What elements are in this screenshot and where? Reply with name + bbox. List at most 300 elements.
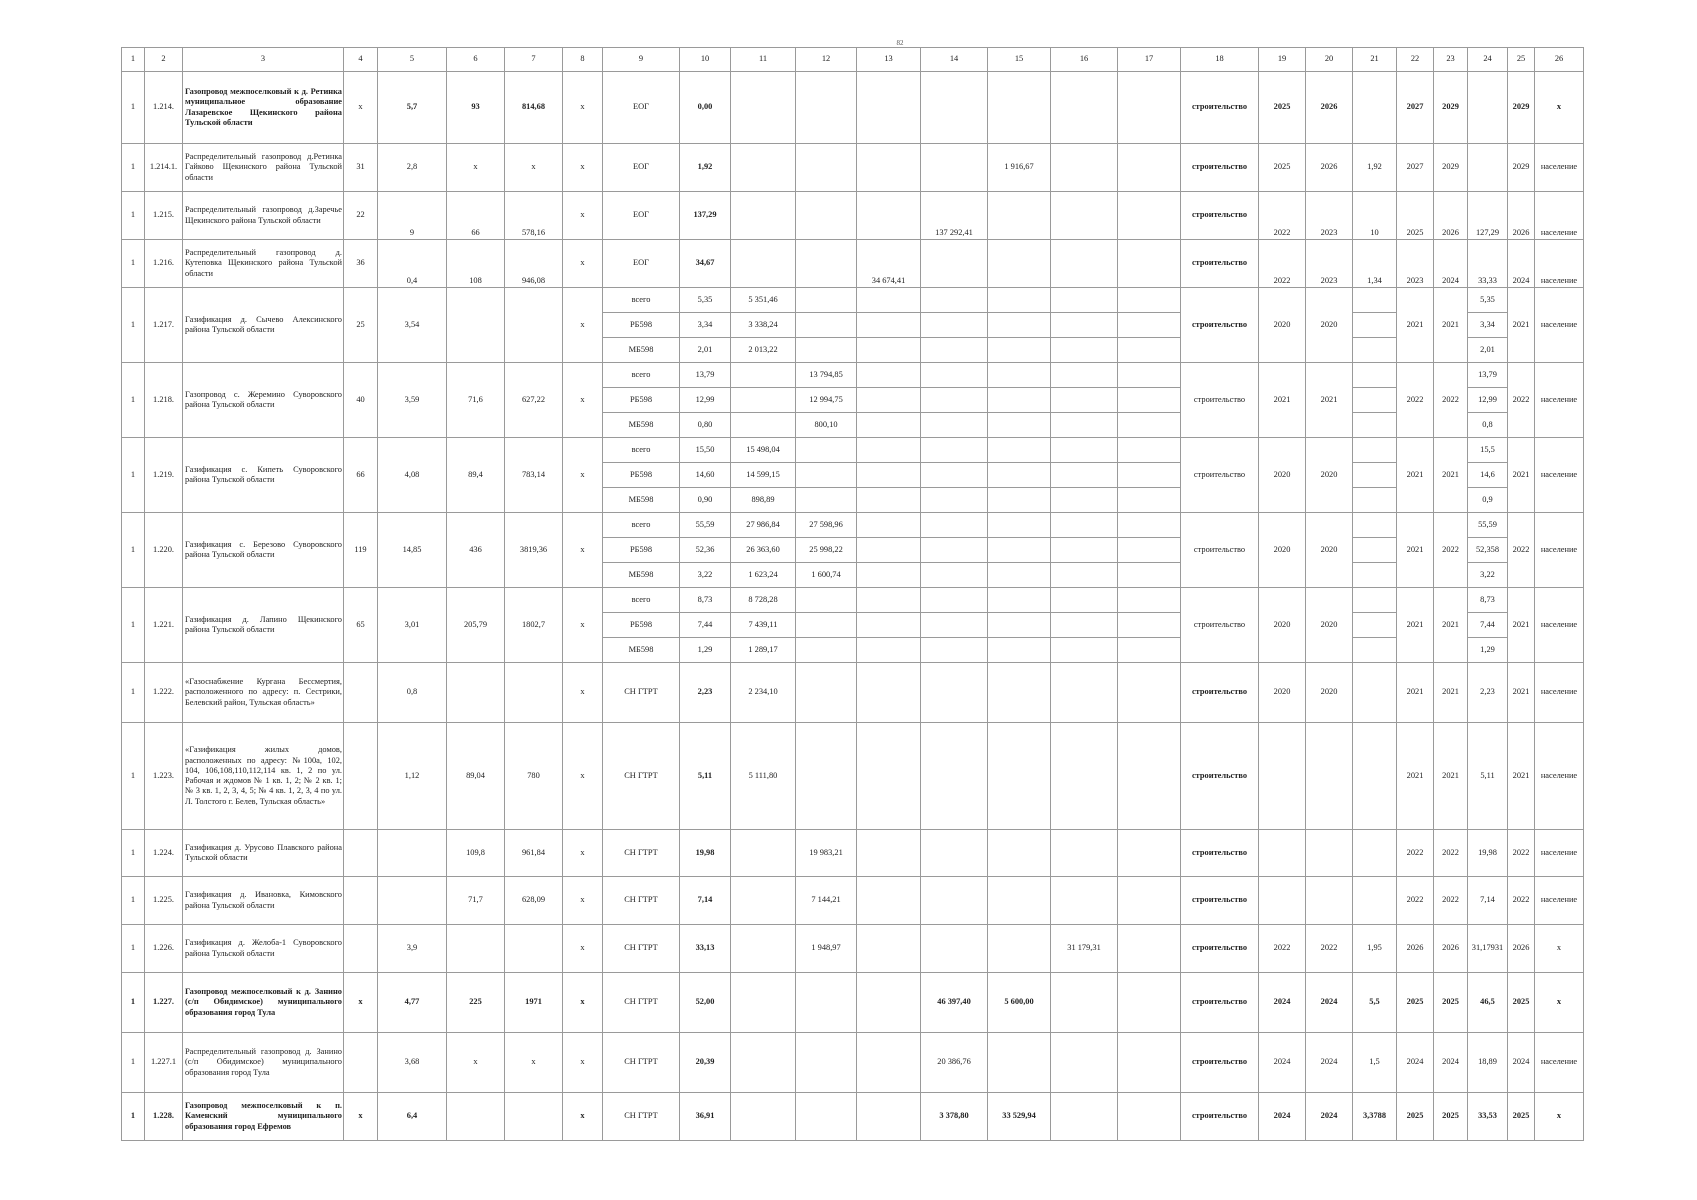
cell: [921, 288, 988, 313]
cell: х: [1535, 1093, 1584, 1141]
cell: 2022: [1434, 513, 1468, 588]
cell: 1 600,74: [796, 563, 857, 588]
cell: [857, 463, 921, 488]
cell: 1 289,17: [731, 638, 796, 663]
cell: 2021: [1508, 288, 1535, 363]
cell: [1118, 144, 1181, 192]
cell: [857, 192, 921, 240]
cell: 2,01: [680, 338, 731, 363]
cell: 2021: [1434, 288, 1468, 363]
cell: [1306, 877, 1353, 925]
cell: 780: [505, 723, 563, 830]
header-cell: 26: [1535, 48, 1584, 72]
cell: 1.217.: [145, 288, 183, 363]
funding-source-cell: МБ598: [603, 488, 680, 513]
cell: строительство: [1181, 830, 1259, 877]
funding-source-cell: МБ598: [603, 638, 680, 663]
cell: СН ГТРТ: [603, 925, 680, 973]
cell: [1353, 723, 1397, 830]
table-row: [122, 513, 1584, 538]
cell: строительство: [1181, 72, 1259, 144]
cell: [857, 723, 921, 830]
cell: 0,8: [1468, 413, 1508, 438]
cell: [447, 288, 505, 363]
funding-source-cell: всего: [603, 588, 680, 613]
cell: строительство: [1181, 240, 1259, 288]
funding-source-cell: РБ598: [603, 388, 680, 413]
cell: х: [563, 363, 603, 438]
cell: 627,22: [505, 363, 563, 438]
header-cell: 25: [1508, 48, 1535, 72]
cell: [1353, 613, 1397, 638]
cell: 1.219.: [145, 438, 183, 513]
cell: население: [1535, 663, 1584, 723]
object-name-cell: Газопровод межпоселковый к д. Занино (с/п Обидимское) муниципального образования город Тула: [183, 973, 344, 1033]
cell: 2029: [1508, 144, 1535, 192]
cell: [1051, 877, 1118, 925]
cell: [988, 877, 1051, 925]
cell: х: [563, 925, 603, 973]
header-cell: 19: [1259, 48, 1306, 72]
cell: 31: [344, 144, 378, 192]
header-cell: 13: [857, 48, 921, 72]
cell: строительство: [1181, 363, 1259, 438]
cell: 19,98: [680, 830, 731, 877]
cell: 1: [122, 663, 145, 723]
cell: 3819,36: [505, 513, 563, 588]
cell: 71,7: [447, 877, 505, 925]
cell: [988, 338, 1051, 363]
cell: 7 144,21: [796, 877, 857, 925]
cell: 13,79: [680, 363, 731, 388]
cell: 2026: [1434, 192, 1468, 240]
cell: 89,4: [447, 438, 505, 513]
cell: [1468, 72, 1508, 144]
cell: 33,53: [1468, 1093, 1508, 1141]
cell: 25: [344, 288, 378, 363]
cell: [921, 638, 988, 663]
funding-source-cell: всего: [603, 288, 680, 313]
cell: 1 916,67: [988, 144, 1051, 192]
cell: [1051, 388, 1118, 413]
cell: х: [563, 1093, 603, 1141]
cell: 34,67: [680, 240, 731, 288]
cell: 12,99: [680, 388, 731, 413]
cell: [1259, 723, 1306, 830]
cell: 2021: [1306, 363, 1353, 438]
cell: [447, 1093, 505, 1141]
cell: 1 948,97: [796, 925, 857, 973]
cell: х: [563, 438, 603, 513]
cell: население: [1535, 830, 1584, 877]
cell: строительство: [1181, 192, 1259, 240]
cell: х: [563, 240, 603, 288]
header-cell: 17: [1118, 48, 1181, 72]
cell: 2021: [1434, 438, 1468, 513]
cell: [505, 663, 563, 723]
cell: [1353, 513, 1397, 538]
cell: СН ГТРТ: [603, 830, 680, 877]
cell: х: [563, 830, 603, 877]
cell: 10: [1353, 192, 1397, 240]
cell: население: [1535, 513, 1584, 588]
cell: [921, 313, 988, 338]
cell: х: [563, 973, 603, 1033]
cell: х: [505, 144, 563, 192]
cell: 20 386,76: [921, 1033, 988, 1093]
cell: 2021: [1397, 288, 1434, 363]
cell: 2,01: [1468, 338, 1508, 363]
cell: 2022: [1434, 877, 1468, 925]
cell: [796, 588, 857, 613]
cell: 119: [344, 513, 378, 588]
cell: [857, 388, 921, 413]
cell: 3,68: [378, 1033, 447, 1093]
cell: 5,35: [1468, 288, 1508, 313]
cell: х: [563, 144, 603, 192]
cell: [988, 240, 1051, 288]
cell: [857, 563, 921, 588]
cell: 2021: [1397, 438, 1434, 513]
cell: [988, 613, 1051, 638]
header-cell: 22: [1397, 48, 1434, 72]
object-name-cell: Газопровод межпоселковый к п. Каменский муниципального образования город Ефремов: [183, 1093, 344, 1141]
cell: 2022: [1306, 925, 1353, 973]
cell: [921, 438, 988, 463]
cell: 31 179,31: [1051, 925, 1118, 973]
cell: 2022: [1508, 830, 1535, 877]
cell: [1468, 144, 1508, 192]
header-cell: 6: [447, 48, 505, 72]
cell: 2022: [1259, 192, 1306, 240]
cell: 898,89: [731, 488, 796, 513]
cell: [1118, 288, 1181, 313]
cell: [731, 144, 796, 192]
cell: строительство: [1181, 438, 1259, 513]
cell: 2021: [1259, 363, 1306, 438]
cell: 2022: [1397, 363, 1434, 438]
table-row: [122, 192, 1584, 240]
cell: 5 351,46: [731, 288, 796, 313]
cell: 33 529,94: [988, 1093, 1051, 1141]
cell: [988, 723, 1051, 830]
header-cell: 20: [1306, 48, 1353, 72]
cell: [1353, 563, 1397, 588]
cell: х: [1535, 973, 1584, 1033]
cell: [796, 973, 857, 1033]
cell: население: [1535, 240, 1584, 288]
cell: [1051, 463, 1118, 488]
header-cell: 5: [378, 48, 447, 72]
cell: 3,01: [378, 588, 447, 663]
cell: 2024: [1508, 240, 1535, 288]
cell: 20,39: [680, 1033, 731, 1093]
cell: х: [344, 973, 378, 1033]
header-cell: 1: [122, 48, 145, 72]
cell: 7 439,11: [731, 613, 796, 638]
cell: 2021: [1397, 663, 1434, 723]
cell: 55,59: [680, 513, 731, 538]
cell: 26 363,60: [731, 538, 796, 563]
cell: 2021: [1508, 723, 1535, 830]
cell: [1118, 338, 1181, 363]
cell: [505, 925, 563, 973]
cell: 8,73: [680, 588, 731, 613]
cell: [1353, 72, 1397, 144]
cell: 2023: [1306, 192, 1353, 240]
cell: [344, 723, 378, 830]
object-name-cell: Газификация с. Кипеть Суворовского района Тульской области: [183, 438, 344, 513]
funding-source-cell: всего: [603, 438, 680, 463]
cell: 2020: [1306, 663, 1353, 723]
cell: [1353, 463, 1397, 488]
cell: [1051, 338, 1118, 363]
cell: [731, 1093, 796, 1141]
cell: 628,09: [505, 877, 563, 925]
cell: [1051, 563, 1118, 588]
cell: [921, 877, 988, 925]
cell: 5,5: [1353, 973, 1397, 1033]
cell: х: [344, 72, 378, 144]
cell: [921, 72, 988, 144]
cell: [378, 830, 447, 877]
cell: 2022: [1397, 877, 1434, 925]
cell: 2 234,10: [731, 663, 796, 723]
cell: [857, 413, 921, 438]
cell: население: [1535, 363, 1584, 438]
cell: [1259, 877, 1306, 925]
cell: [988, 538, 1051, 563]
cell: 46,5: [1468, 973, 1508, 1033]
cell: 2025: [1508, 973, 1535, 1033]
cell: 2022: [1259, 925, 1306, 973]
cell: [1051, 413, 1118, 438]
cell: [988, 925, 1051, 973]
funding-source-cell: РБ598: [603, 463, 680, 488]
cell: СН ГТРТ: [603, 663, 680, 723]
table-row: [122, 877, 1584, 925]
cell: [857, 1033, 921, 1093]
cell: х: [1535, 925, 1584, 973]
cell: 1: [122, 588, 145, 663]
cell: [1118, 925, 1181, 973]
header-cell: 23: [1434, 48, 1468, 72]
cell: [1051, 288, 1118, 313]
cell: [857, 973, 921, 1033]
cell: [1118, 513, 1181, 538]
cell: [921, 663, 988, 723]
cell: 1: [122, 363, 145, 438]
cell: [988, 288, 1051, 313]
cell: 15,5: [1468, 438, 1508, 463]
cell: 3,54: [378, 288, 447, 363]
cell: [1051, 438, 1118, 463]
cell: 1.222.: [145, 663, 183, 723]
cell: [1118, 463, 1181, 488]
cell: [921, 240, 988, 288]
cell: [447, 663, 505, 723]
table-row: [122, 144, 1584, 192]
cell: 2,8: [378, 144, 447, 192]
cell: 2025: [1397, 973, 1434, 1033]
cell: 40: [344, 363, 378, 438]
cell: 14,6: [1468, 463, 1508, 488]
cell: [857, 588, 921, 613]
cell: 2024: [1306, 973, 1353, 1033]
cell: 2024: [1259, 1033, 1306, 1093]
cell: [857, 288, 921, 313]
cell: х: [447, 144, 505, 192]
cell: 2021: [1397, 588, 1434, 663]
cell: 1,5: [1353, 1033, 1397, 1093]
cell: 3 338,24: [731, 313, 796, 338]
object-name-cell: Распределительный газопровод д.Заречье Щекинского района Тульской области: [183, 192, 344, 240]
cell: 2020: [1259, 288, 1306, 363]
cell: 108: [447, 240, 505, 288]
cell: 109,8: [447, 830, 505, 877]
cell: [796, 638, 857, 663]
cell: 1.218.: [145, 363, 183, 438]
cell: [731, 413, 796, 438]
cell: 946,08: [505, 240, 563, 288]
cell: [731, 877, 796, 925]
cell: 1: [122, 830, 145, 877]
cell: 1: [122, 288, 145, 363]
cell: [988, 363, 1051, 388]
cell: 14,85: [378, 513, 447, 588]
cell: 2026: [1508, 925, 1535, 973]
cell: [1051, 1093, 1118, 1141]
cell: [1051, 513, 1118, 538]
cell: 1.214.1.: [145, 144, 183, 192]
funding-source-cell: РБ598: [603, 538, 680, 563]
cell: 12,99: [1468, 388, 1508, 413]
cell: х: [563, 513, 603, 588]
cell: [1353, 413, 1397, 438]
object-name-cell: Газификация с. Березово Суворовского района Тульской области: [183, 513, 344, 588]
cell: 9: [378, 192, 447, 240]
cell: строительство: [1181, 144, 1259, 192]
cell: [1051, 72, 1118, 144]
table-row: [122, 925, 1584, 973]
cell: 5,11: [680, 723, 731, 830]
cell: 0,80: [680, 413, 731, 438]
cell: [1259, 830, 1306, 877]
cell: [1051, 144, 1118, 192]
object-name-cell: Распределительный газопровод д. Занино (с/п Обидимское) муниципального образования город Тула: [183, 1033, 344, 1093]
cell: население: [1535, 877, 1584, 925]
cell: [1353, 638, 1397, 663]
cell: 2026: [1306, 72, 1353, 144]
cell: 1.227.: [145, 973, 183, 1033]
cell: 2029: [1434, 144, 1468, 192]
cell: 2024: [1397, 1033, 1434, 1093]
cell: [921, 563, 988, 588]
cell: [921, 144, 988, 192]
cell: [447, 925, 505, 973]
funding-source-cell: МБ598: [603, 563, 680, 588]
header-cell: 15: [988, 48, 1051, 72]
cell: [1051, 588, 1118, 613]
cell: [857, 613, 921, 638]
cell: [1051, 488, 1118, 513]
cell: х: [505, 1033, 563, 1093]
cell: 3,34: [1468, 313, 1508, 338]
header-cell: 10: [680, 48, 731, 72]
cell: 1,92: [1353, 144, 1397, 192]
cell: [731, 830, 796, 877]
cell: 2021: [1508, 438, 1535, 513]
header-cell: 2: [145, 48, 183, 72]
cell: 2022: [1434, 363, 1468, 438]
cell: 3,59: [378, 363, 447, 438]
cell: х: [563, 877, 603, 925]
cell: [1353, 663, 1397, 723]
cell: население: [1535, 192, 1584, 240]
cell: население: [1535, 144, 1584, 192]
cell: 2023: [1397, 240, 1434, 288]
cell: [1118, 438, 1181, 463]
cell: 1: [122, 877, 145, 925]
cell: 1.216.: [145, 240, 183, 288]
cell: 27 986,84: [731, 513, 796, 538]
header-cell: 18: [1181, 48, 1259, 72]
cell: [1118, 563, 1181, 588]
cell: [1118, 488, 1181, 513]
cell: х: [563, 1033, 603, 1093]
cell: 7,14: [1468, 877, 1508, 925]
cell: [921, 488, 988, 513]
cell: 13,79: [1468, 363, 1508, 388]
cell: [921, 538, 988, 563]
cell: [1118, 388, 1181, 413]
cell: 18,89: [1468, 1033, 1508, 1093]
cell: [921, 338, 988, 363]
cell: 1: [122, 513, 145, 588]
cell: [921, 830, 988, 877]
cell: [731, 240, 796, 288]
object-name-cell: Газификация д. Сычево Алексинского района Тульской области: [183, 288, 344, 363]
cell: 2025: [1259, 144, 1306, 192]
cell: 0,00: [680, 72, 731, 144]
cell: [1306, 723, 1353, 830]
cell: [1118, 663, 1181, 723]
object-name-cell: Распределительный газопровод д. Кутеповка Щекинского района Тульской области: [183, 240, 344, 288]
header-cell: 4: [344, 48, 378, 72]
cell: 1.228.: [145, 1093, 183, 1141]
cell: 66: [344, 438, 378, 513]
cell: строительство: [1181, 973, 1259, 1033]
cell: [921, 413, 988, 438]
cell: 0,8: [378, 663, 447, 723]
cell: 5,35: [680, 288, 731, 313]
cell: [505, 1093, 563, 1141]
cell: 15,50: [680, 438, 731, 463]
cell: [731, 1033, 796, 1093]
cell: [796, 240, 857, 288]
cell: 1802,7: [505, 588, 563, 663]
cell: 1,29: [1468, 638, 1508, 663]
cell: [344, 925, 378, 973]
cell: 1.214.: [145, 72, 183, 144]
object-name-cell: Газификация д. Желоба-1 Суворовского района Тульской области: [183, 925, 344, 973]
cell: [1118, 1033, 1181, 1093]
funding-source-cell: РБ598: [603, 313, 680, 338]
cell: [857, 313, 921, 338]
cell: х: [447, 1033, 505, 1093]
cell: 2020: [1259, 438, 1306, 513]
cell: [921, 925, 988, 973]
